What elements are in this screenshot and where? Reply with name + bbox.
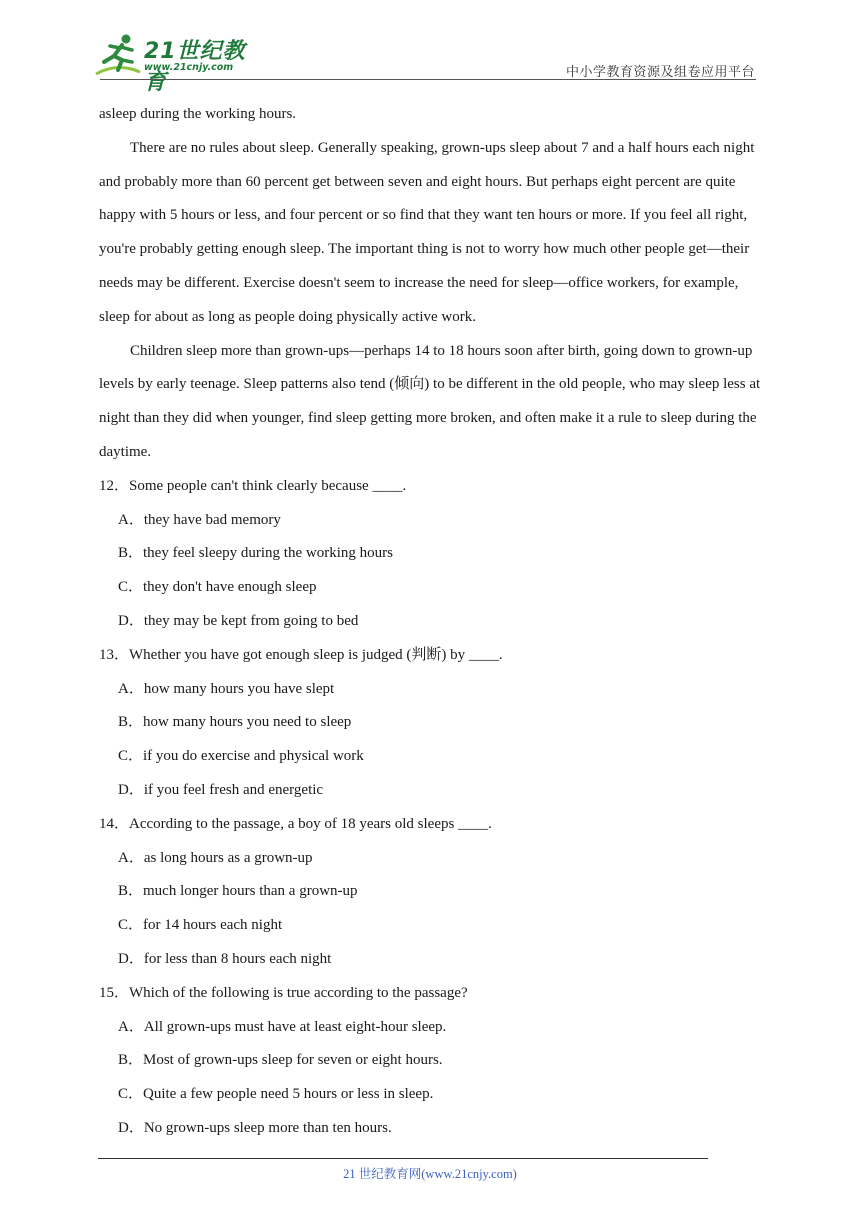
passage-paragraph: asleep during the working hours. bbox=[99, 106, 297, 122]
header-platform-text: 中小学教育资源及组卷应用平台 bbox=[565, 65, 755, 80]
option-a: A．they have bad memory bbox=[118, 511, 281, 528]
option-d: D．they may be kept from going to bed bbox=[118, 612, 359, 629]
option-a: A．as long hours as a grown-up bbox=[118, 849, 313, 866]
page-header bbox=[0, 0, 860, 95]
question-stem: 13．Whether you have got enough sleep is judged (判断) by ____. bbox=[99, 646, 503, 663]
option-c: C．for 14 hours each night bbox=[118, 917, 283, 934]
question-14 bbox=[99, 808, 761, 977]
option-d: D．No grown-ups sleep more than ten hours. bbox=[118, 1119, 392, 1136]
option-c: C．Quite a few people need 5 hours or less in sleep. bbox=[118, 1086, 434, 1103]
logo-url: www.21cnjy.com bbox=[144, 62, 234, 73]
logo bbox=[92, 32, 262, 95]
option-d: D．if you feel fresh and energetic bbox=[118, 781, 324, 798]
option-a: A．how many hours you have slept bbox=[118, 680, 335, 697]
logo-text: 21世纪教育 bbox=[144, 39, 246, 95]
option-b: B．Most of grown-ups sleep for seven or eight hours. bbox=[118, 1052, 443, 1069]
option-a: A．All grown-ups must have at least eight-hour sleep. bbox=[118, 1018, 447, 1035]
question-stem: 15．Which of the following is true according to the passage? bbox=[99, 984, 468, 1001]
option-c: C．if you do exercise and physical work bbox=[118, 748, 364, 765]
runner-logo-icon bbox=[92, 32, 142, 78]
question-13 bbox=[99, 639, 761, 808]
option-d: D．for less than 8 hours each night bbox=[118, 950, 332, 967]
question-stem: 14．According to the passage, a boy of 18 years old sleeps ____. bbox=[99, 815, 492, 832]
header-divider bbox=[100, 79, 756, 80]
passage-paragraph: There are no rules about sleep. Generally speaking, grown-ups sleep about 7 and a half hours each night and probably more than 60 percent get between seven and eight hours. But perhaps eight percent are quite happy with 5 hours or less, and four percent or so find that they want ten hours or more. If you feel all right, you're probably getting enough sleep. The important thing is not to worry how much other people get—their needs may be different. Exercise doesn't seem to increase the need for sleep—office workers, for example, sleep for about as long as people doing physically active work. bbox=[99, 139, 755, 325]
footer-text: 21 世纪教育网(www.21cnjy.com) bbox=[343, 1167, 517, 1181]
question-12 bbox=[99, 470, 761, 639]
option-c: C．they don't have enough sleep bbox=[118, 579, 317, 596]
question-15 bbox=[99, 977, 761, 1146]
option-b: B．much longer hours than a grown-up bbox=[118, 883, 358, 900]
passage-paragraph: Children sleep more than grown-ups—perhaps 14 to 18 hours soon after birth, going down to grown-up levels by early teenage. Sleep patterns also tend (倾向) to be different in the old people, who may sleep less at night than they did when younger, find sleep getting more broken, and often make it a rule to sleep during the daytime. bbox=[99, 342, 761, 460]
footer-divider bbox=[98, 1158, 708, 1159]
option-b: B．they feel sleepy during the working hours bbox=[118, 545, 393, 562]
question-stem: 12．Some people can't think clearly because ____. bbox=[99, 477, 407, 494]
document-body bbox=[99, 98, 761, 1146]
option-b: B．how many hours you need to sleep bbox=[118, 714, 352, 731]
